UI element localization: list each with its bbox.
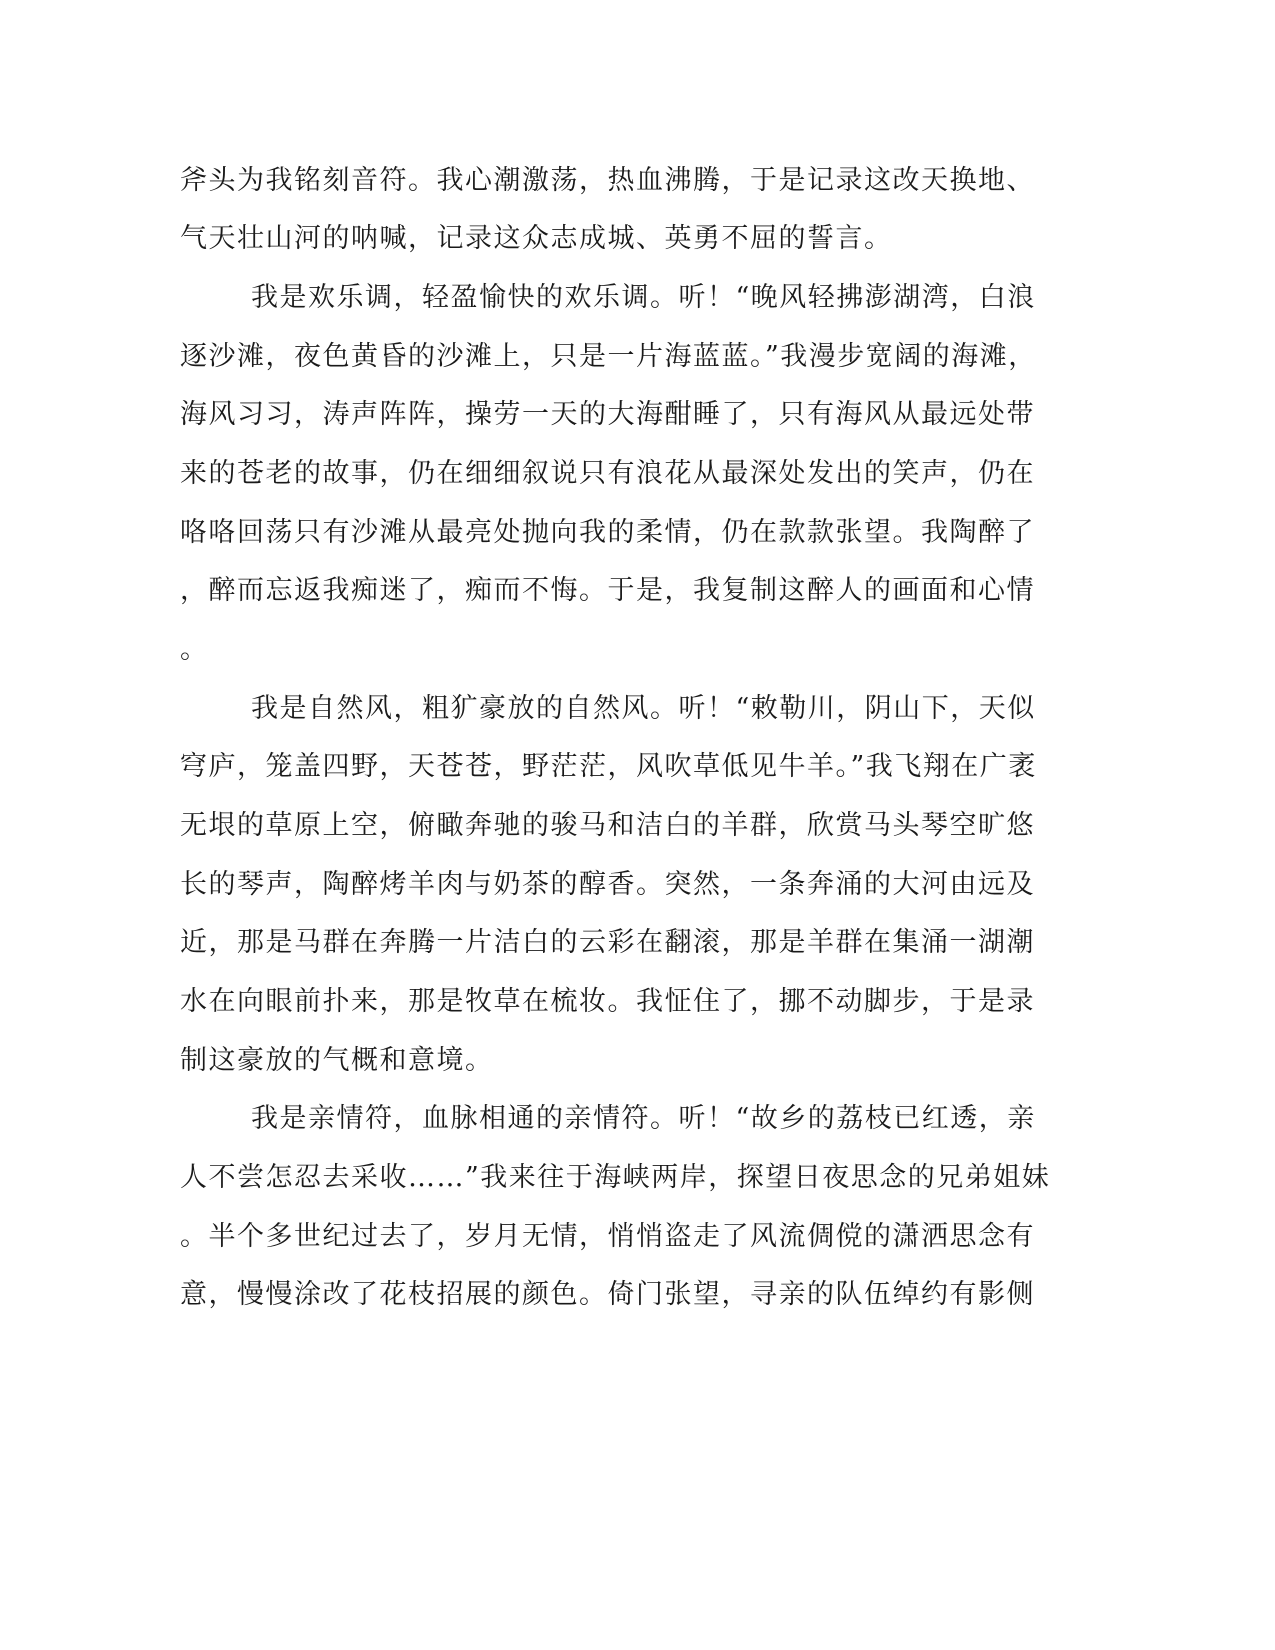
text-line: 近，那是马群在奔腾一片洁白的云彩在翻滚，那是羊群在集涌一湖潮 [180,927,1035,958]
text-line: 长的琴声，陶醉烤羊肉与奶茶的醇香。突然，一条奔涌的大河由远及 [180,869,1035,900]
paragraph-start-line: 我是自然风，粗犷豪放的自然风。听！“敕勒川，阴山下，天似 [251,693,1036,724]
text-line: 海风习习，涛声阵阵，操劳一天的大海酣睡了，只有海风从最远处带 [180,399,1035,430]
text-line: 意，慢慢涂改了花枝招展的颜色。倚门张望，寻亲的队伍绰约有影侧 [180,1279,1035,1310]
text-line: 。半个多世纪过去了，岁月无情，悄悄盗走了风流倜傥的潇洒思念有 [180,1221,1035,1252]
text-line: 人不尝怎忍去采收……”我来往于海峡两岸，探望日夜思念的兄弟姐妹 [180,1162,1051,1193]
text-line: 制这豪放的气概和意境。 [180,1045,494,1076]
text-line: 气天壮山河的呐喊，记录这众志成城、英勇不屈的誓言。 [180,223,893,254]
text-line: 无垠的草原上空，俯瞰奔驰的骏马和洁白的羊群，欣赏马头琴空旷悠 [180,810,1035,841]
text-line: 穹庐，笼盖四野，天苍苍，野茫茫，风吹草低见牛羊。”我飞翔在广袤 [180,751,1037,782]
paragraph-start-line: 我是亲情符，血脉相通的亲情符。听！“故乡的荔枝已红透，亲 [251,1103,1036,1134]
text-line: 来的苍老的故事，仍在细细叙说只有浪花从最深处发出的笑声，仍在 [180,458,1035,489]
paragraph-start-line: 我是欢乐调，轻盈愉快的欢乐调。听！“晚风轻拂澎湖湾，白浪 [251,282,1036,313]
text-line: ，醉而忘返我痴迷了，痴而不悔。于是，我复制这醉人的画面和心情 [180,575,1035,606]
text-line: 斧头为我铭刻音符。我心潮激荡，热血沸腾，于是记录这改天换地、 [180,165,1035,196]
text-line: 逐沙滩，夜色黄昏的沙滩上，只是一片海蓝蓝。”我漫步宽阔的海滩， [180,341,1037,372]
text-line: 。 [180,634,209,665]
text-line: 水在向眼前扑来，那是牧草在梳妆。我怔住了，挪不动脚步，于是录 [180,986,1035,1017]
text-line: 咯咯回荡只有沙滩从最亮处抛向我的柔情，仍在款款张望。我陶醉了 [180,517,1035,548]
